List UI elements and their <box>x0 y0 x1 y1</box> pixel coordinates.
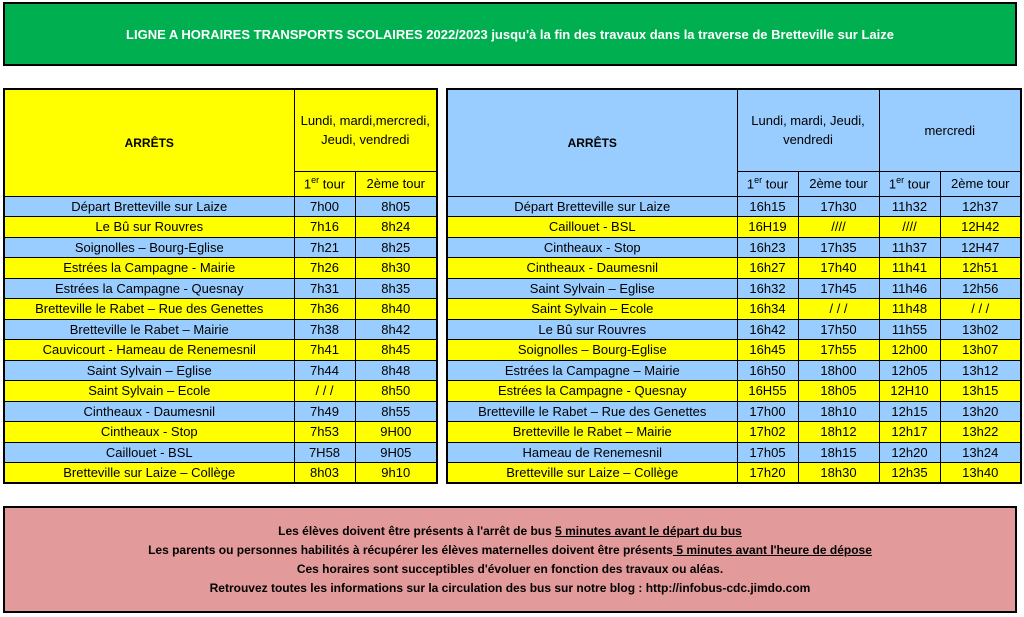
stop-name: Bretteville le Rabet – Mairie <box>447 422 737 443</box>
info-line-2: Les parents ou personnes habilités à récupérer les élèves maternelles doivent être présents 5 minutes avant l'heure de dépose <box>148 543 872 557</box>
time-cell: 8h45 <box>355 340 437 361</box>
stop-name: Saint Sylvain – Ecole <box>4 381 294 402</box>
time-cell: 12H42 <box>940 217 1021 238</box>
stop-name: Cintheaux - Stop <box>4 422 294 443</box>
time-cell: / / / <box>294 381 355 402</box>
stop-name: Estrées la Campagne - Quesnay <box>447 381 737 402</box>
days-header: Lundi, mardi,mercredi, Jeudi, vendredi <box>294 89 437 171</box>
time-cell: 7h41 <box>294 340 355 361</box>
table-row <box>447 360 1021 381</box>
stop-name: Le Bû sur Rouvres <box>4 217 294 238</box>
time-cell: 13h22 <box>940 422 1021 443</box>
time-cell: 11h55 <box>879 319 940 340</box>
time-cell: 12h00 <box>879 340 940 361</box>
tour2-header: 2ème tour <box>798 171 879 196</box>
stop-name: Cintheaux - Stop <box>447 237 737 258</box>
table-row <box>4 319 437 340</box>
time-cell: 12h37 <box>940 196 1021 217</box>
time-cell: 17h05 <box>737 442 798 463</box>
time-cell: 13h24 <box>940 442 1021 463</box>
info-line-1: Les élèves doivent être présents à l'arrêt de bus 5 minutes avant le départ du bus <box>278 524 742 538</box>
time-cell: 13h40 <box>940 463 1021 484</box>
time-cell: 17h20 <box>737 463 798 484</box>
time-cell: 8h50 <box>355 381 437 402</box>
stop-name: Le Bû sur Rouvres <box>447 319 737 340</box>
stop-name: Bretteville le Rabet – Rue des Genettes <box>4 299 294 320</box>
days-header-wednesday: mercredi <box>879 89 1021 171</box>
table-row <box>447 340 1021 361</box>
time-cell: 8h55 <box>355 401 437 422</box>
time-cell: 8h25 <box>355 237 437 258</box>
time-cell: //// <box>798 217 879 238</box>
time-cell: 17h00 <box>737 401 798 422</box>
time-cell: 13h20 <box>940 401 1021 422</box>
time-cell: 16h34 <box>737 299 798 320</box>
time-cell: 11h32 <box>879 196 940 217</box>
time-cell: 13h12 <box>940 360 1021 381</box>
tour2-header: 2ème tour <box>940 171 1021 196</box>
time-cell: 8h05 <box>355 196 437 217</box>
time-cell: 13h02 <box>940 319 1021 340</box>
time-cell: 17h45 <box>798 278 879 299</box>
table-row <box>447 237 1021 258</box>
table-row <box>447 319 1021 340</box>
time-cell: 17h02 <box>737 422 798 443</box>
time-cell: 17h30 <box>798 196 879 217</box>
table-row <box>4 401 437 422</box>
time-cell: 7h26 <box>294 258 355 279</box>
time-cell: 7h38 <box>294 319 355 340</box>
time-cell: 18h00 <box>798 360 879 381</box>
time-cell: 7h44 <box>294 360 355 381</box>
time-cell: / / / <box>940 299 1021 320</box>
days-header-weekdays: Lundi, mardi, Jeudi, vendredi <box>737 89 879 171</box>
time-cell: 18h15 <box>798 442 879 463</box>
time-cell: 13h15 <box>940 381 1021 402</box>
time-cell: 16h32 <box>737 278 798 299</box>
arrets-header: ARRÊTS <box>447 89 737 196</box>
stop-name: Bretteville le Rabet – Mairie <box>4 319 294 340</box>
time-cell: 16h50 <box>737 360 798 381</box>
time-cell: 8h03 <box>294 463 355 484</box>
time-cell: 16h27 <box>737 258 798 279</box>
time-cell: 9H05 <box>355 442 437 463</box>
info-panel <box>3 506 1017 613</box>
time-cell: 18h10 <box>798 401 879 422</box>
table-row <box>447 463 1021 484</box>
time-cell: 12h35 <box>879 463 940 484</box>
table-row <box>447 278 1021 299</box>
table-row <box>4 422 437 443</box>
time-cell: 13h07 <box>940 340 1021 361</box>
time-cell: 8h24 <box>355 217 437 238</box>
stop-name: Estrées la Campagne - Mairie <box>4 258 294 279</box>
time-cell: 17h55 <box>798 340 879 361</box>
info-line-4: Retrouvez toutes les informations sur la circulation des bus sur notre blog : http://infobus-cdc.jimdo.com <box>209 581 811 595</box>
tour1-header: 1er tour <box>294 171 355 196</box>
time-cell: 11h37 <box>879 237 940 258</box>
time-cell: / / / <box>798 299 879 320</box>
time-cell: 17h40 <box>798 258 879 279</box>
arrets-header: ARRÊTS <box>4 89 294 196</box>
time-cell: 17h50 <box>798 319 879 340</box>
table-row <box>447 401 1021 422</box>
stop-name: Bretteville sur Laize – Collège <box>4 463 294 484</box>
time-cell: 8h35 <box>355 278 437 299</box>
time-cell: 18h12 <box>798 422 879 443</box>
time-cell: 12h51 <box>940 258 1021 279</box>
tour1-header: 1er tour <box>879 171 940 196</box>
time-cell: 16h23 <box>737 237 798 258</box>
stop-name: Caillouet - BSL <box>4 442 294 463</box>
stop-name: Bretteville le Rabet – Rue des Genettes <box>447 401 737 422</box>
table-row <box>4 237 437 258</box>
time-cell: 11h46 <box>879 278 940 299</box>
table-row <box>4 442 437 463</box>
time-cell: 8h30 <box>355 258 437 279</box>
table-row <box>4 299 437 320</box>
title-banner <box>3 2 1017 66</box>
stop-name: Cauvicourt - Hameau de Renemesnil <box>4 340 294 361</box>
time-cell: 16h42 <box>737 319 798 340</box>
stop-name: Hameau de Renemesnil <box>447 442 737 463</box>
table-row <box>447 299 1021 320</box>
table-row <box>4 278 437 299</box>
stop-name: Estrées la Campagne – Mairie <box>447 360 737 381</box>
info-line-3: Ces horaires sont succeptibles d'évoluer en fonction des travaux ou aléas. <box>296 562 724 576</box>
time-cell: 12h15 <box>879 401 940 422</box>
time-cell: 12h05 <box>879 360 940 381</box>
time-cell: 12h20 <box>879 442 940 463</box>
time-cell: //// <box>879 217 940 238</box>
stop-name: Saint Sylvain – Eglise <box>4 360 294 381</box>
time-cell: 11h48 <box>879 299 940 320</box>
time-cell: 12h56 <box>940 278 1021 299</box>
table-row <box>447 442 1021 463</box>
table-row <box>4 196 437 217</box>
table-row <box>4 360 437 381</box>
stop-name: Caillouet - BSL <box>447 217 737 238</box>
stop-name: Bretteville sur Laize – Collège <box>447 463 737 484</box>
time-cell: 16h45 <box>737 340 798 361</box>
table-row <box>4 381 437 402</box>
stop-name: Saint Sylvain – Ecole <box>447 299 737 320</box>
time-cell: 7h49 <box>294 401 355 422</box>
stop-name: Départ Bretteville sur Laize <box>447 196 737 217</box>
time-cell: 7h21 <box>294 237 355 258</box>
table-row <box>4 463 437 484</box>
stop-name: Cintheaux - Daumesnil <box>447 258 737 279</box>
stop-name: Cintheaux - Daumesnil <box>4 401 294 422</box>
time-cell: 16h15 <box>737 196 798 217</box>
stop-name: Soignolles – Bourg-Eglise <box>4 237 294 258</box>
time-cell: 9h10 <box>355 463 437 484</box>
time-cell: 7h36 <box>294 299 355 320</box>
time-cell: 12H10 <box>879 381 940 402</box>
time-cell: 7h00 <box>294 196 355 217</box>
time-cell: 17h35 <box>798 237 879 258</box>
stop-name: Départ Bretteville sur Laize <box>4 196 294 217</box>
stop-name: Saint Sylvain – Eglise <box>447 278 737 299</box>
time-cell: 12H47 <box>940 237 1021 258</box>
tour2-header: 2ème tour <box>355 171 437 196</box>
time-cell: 9H00 <box>355 422 437 443</box>
table-row <box>447 258 1021 279</box>
time-cell: 18h30 <box>798 463 879 484</box>
table-row <box>4 217 437 238</box>
time-cell: 11h41 <box>879 258 940 279</box>
schedule-table-morning <box>3 88 438 484</box>
time-cell: 16H19 <box>737 217 798 238</box>
time-cell: 8h42 <box>355 319 437 340</box>
time-cell: 7H58 <box>294 442 355 463</box>
stop-name: Estrées la Campagne - Quesnay <box>4 278 294 299</box>
time-cell: 12h17 <box>879 422 940 443</box>
table-row <box>447 422 1021 443</box>
time-cell: 16H55 <box>737 381 798 402</box>
time-cell: 7h53 <box>294 422 355 443</box>
stop-name: Soignolles – Bourg-Eglise <box>447 340 737 361</box>
schedule-table-afternoon <box>446 88 1022 484</box>
tour1-header: 1er tour <box>737 171 798 196</box>
time-cell: 8h40 <box>355 299 437 320</box>
time-cell: 7h16 <box>294 217 355 238</box>
time-cell: 8h48 <box>355 360 437 381</box>
table-row <box>4 258 437 279</box>
table-row <box>447 217 1021 238</box>
page-title: LIGNE A HORAIRES TRANSPORTS SCOLAIRES 2022/2023 jusqu'à la fin des travaux dans la traverse de Bretteville sur Laize <box>126 26 894 42</box>
table-row <box>447 196 1021 217</box>
time-cell: 7h31 <box>294 278 355 299</box>
time-cell: 18h05 <box>798 381 879 402</box>
table-row <box>4 340 437 361</box>
table-row <box>447 381 1021 402</box>
